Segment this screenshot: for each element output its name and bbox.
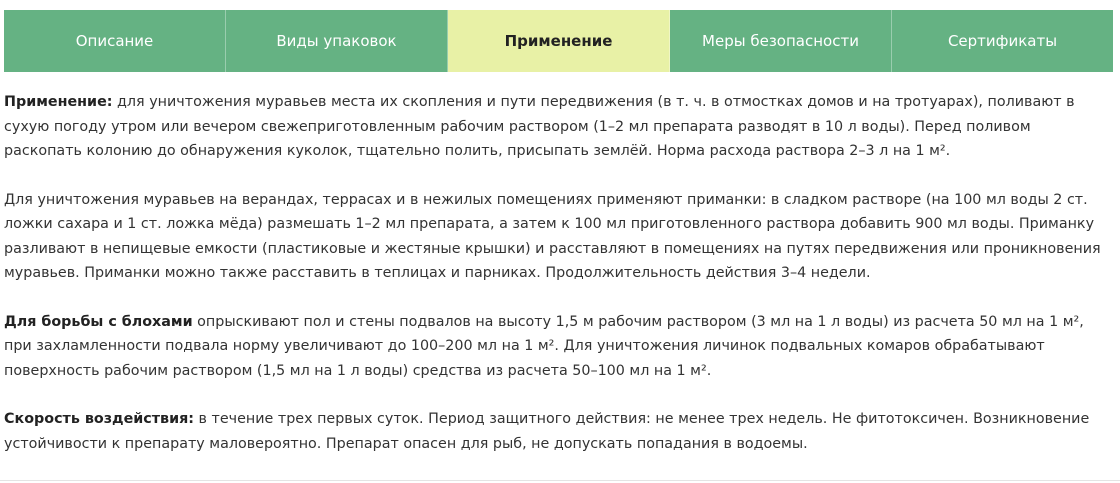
tab-application[interactable]: Применение [448, 10, 670, 72]
bottom-divider [0, 480, 1120, 481]
tab-certificates[interactable]: Сертификаты [947, 32, 1058, 50]
paragraph-text: для уничтожения муравьев места их скопления и пути передвижения (в т. ч. в отмостках домов и на тротуарах), поливают в сухую погоду утром или вечером свежеприготовленным рабочим раствором (1–2 мл препарата разводят в 10 л воды). Перед поливом раскопать колонию до обнаружения куколок, тщательно полить, присыпать землёй. Норма расхода раствора 2–3 л на 1 м². [4, 94, 1075, 159]
paragraph-speed [4, 407, 1110, 456]
paragraph-lead: Скорость воздействия: [4, 411, 195, 427]
tab-safety[interactable]: Меры безопасности [670, 10, 892, 72]
paragraph-lead: Для борьбы с блохами [4, 313, 193, 330]
tab-description[interactable]: Описание [4, 10, 226, 72]
paragraph-ants-baits [4, 188, 1110, 286]
tab-content [4, 90, 1110, 480]
paragraph-text: опрыскивают пол и стены подвалов на высоту 1,5 м рабочим раствором (3 мл на 1 л воды) из расчета 50 мл на 1 м², при захламленности подвала норму увеличивают до 100–200 мл на 1 м². Для уничтожения личинок подвальных комаров обрабатывают поверхность рабочим раствором (1,5 мл на 1 л воды) средства из расчета 50–100 мл на 1 м². [4, 313, 1084, 379]
tab-packaging[interactable]: Виды упаковок [226, 10, 448, 72]
paragraph-application [4, 90, 1110, 164]
tab-bar [4, 10, 1113, 72]
paragraph-lead: Применение: [4, 94, 113, 110]
paragraph-text: в течение трех первых суток. Период защитного действия: не менее трех недель. Не фитотоксичен. Возникновение устойчивости к препарату маловероятно. Препарат опасен для рыб, не допускать попадания в водоемы. [4, 411, 1090, 452]
paragraph-text: Для уничтожения муравьев на верандах, террасах и в нежилых помещениях применяют приманки: в сладком растворе (на 100 мл воды 2 ст. ложки сахара и 1 ст. ложка мёда) размешать 1–2 мл препарата, а затем к 100 мл приготовленного раствора добавить 900 мл воды. Приманку разливают в непищевые емкости (пластиковые и жестяные крышки) и расставляют в помещениях на путях передвижения или проникновения муравьев. Приманки можно также расставить в теплицах и парниках. Продолжительность действия 3–4 недели. [4, 191, 1101, 281]
paragraph-fleas [4, 310, 1110, 384]
